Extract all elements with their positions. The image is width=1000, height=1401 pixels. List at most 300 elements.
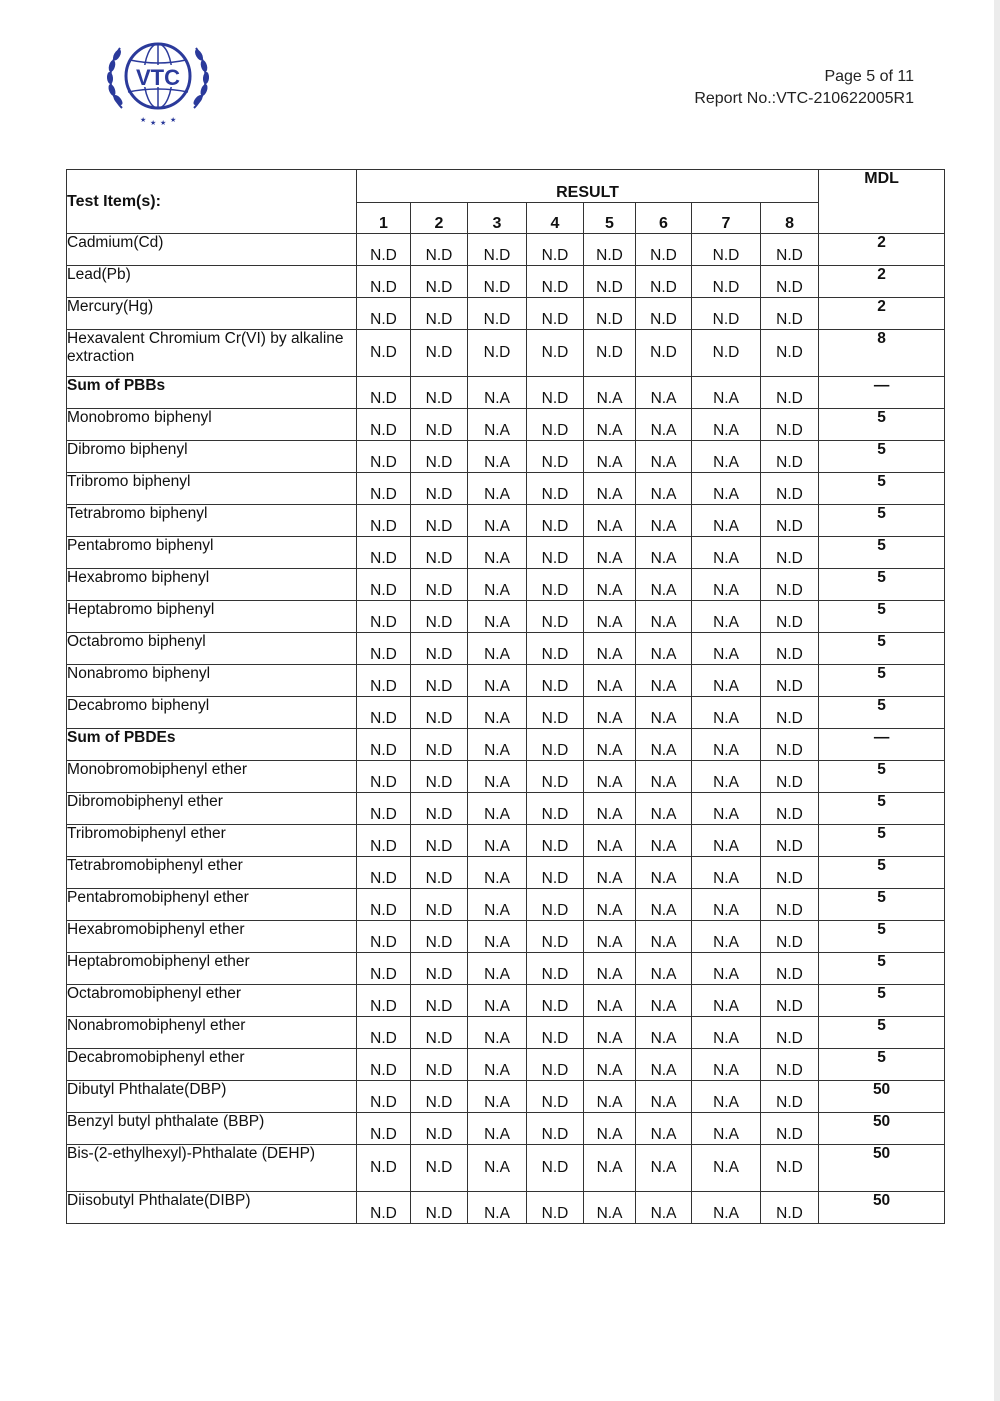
result-cell: N.A (584, 601, 636, 633)
result-cell: N.D (761, 1049, 819, 1081)
result-cell: N.D (761, 473, 819, 505)
mdl-cell: 8 (819, 330, 945, 377)
result-cell: N.D (357, 921, 411, 953)
result-cell: N.D (411, 298, 468, 330)
test-item-cell: Tetrabromo biphenyl (67, 505, 357, 537)
result-cell: N.D (761, 569, 819, 601)
result-cell: N.A (468, 409, 527, 441)
table-row (67, 409, 945, 441)
result-cell: N.A (584, 857, 636, 889)
result-cell: N.D (527, 505, 584, 537)
result-cell: N.D (761, 441, 819, 473)
result-cell: N.A (584, 505, 636, 537)
result-cell: N.A (636, 889, 692, 921)
result-cell: N.D (527, 857, 584, 889)
result-cell: N.D (357, 441, 411, 473)
result-cell: N.A (692, 985, 761, 1017)
result-cell: N.A (636, 921, 692, 953)
result-cell: N.A (636, 793, 692, 825)
result-cell: N.D (357, 1049, 411, 1081)
result-cell: N.D (527, 441, 584, 473)
test-item-cell: Monobromo biphenyl (67, 409, 357, 441)
result-cell: N.D (357, 729, 411, 761)
mdl-cell: 5 (819, 1017, 945, 1049)
result-cell: N.A (692, 761, 761, 793)
result-cell: N.A (468, 985, 527, 1017)
mdl-cell: 5 (819, 793, 945, 825)
result-cell: N.A (636, 761, 692, 793)
result-cell: N.D (761, 298, 819, 330)
result-cell: N.A (636, 601, 692, 633)
result-cell: N.A (636, 1113, 692, 1145)
result-cell: N.A (468, 377, 527, 409)
result-cell: N.A (468, 505, 527, 537)
result-cell: N.D (468, 298, 527, 330)
result-cell: N.A (636, 857, 692, 889)
result-cell: N.A (692, 665, 761, 697)
mdl-cell: 50 (819, 1081, 945, 1113)
table-row (67, 985, 945, 1017)
svg-text:★: ★ (160, 119, 167, 127)
result-cell: N.D (411, 857, 468, 889)
result-cell: N.D (357, 793, 411, 825)
result-cell: N.D (411, 729, 468, 761)
mdl-cell: 5 (819, 505, 945, 537)
result-cell: N.A (636, 665, 692, 697)
mdl-header: MDL (819, 170, 945, 234)
result-cell: N.D (357, 1192, 411, 1224)
result-cell: N.D (357, 1113, 411, 1145)
result-cell: N.D (411, 825, 468, 857)
result-cell: N.D (411, 697, 468, 729)
result-cell: N.D (411, 921, 468, 953)
result-cell: N.D (527, 985, 584, 1017)
result-cell: N.A (584, 441, 636, 473)
result-cell: N.A (584, 1081, 636, 1113)
result-cell: N.D (357, 665, 411, 697)
test-item-cell: Cadmium(Cd) (67, 234, 357, 266)
page-edge (994, 0, 1000, 1401)
result-cell: N.D (411, 601, 468, 633)
result-cell: N.D (761, 1192, 819, 1224)
result-cell: N.A (584, 985, 636, 1017)
table-row (67, 1017, 945, 1049)
result-cell: N.A (636, 377, 692, 409)
result-cell: N.A (692, 633, 761, 665)
result-cell: N.D (527, 377, 584, 409)
mdl-cell: 5 (819, 761, 945, 793)
result-cell: N.A (584, 537, 636, 569)
result-cell: N.D (761, 330, 819, 377)
result-cell: N.D (357, 330, 411, 377)
result-cell: N.A (636, 569, 692, 601)
result-cell: N.D (357, 857, 411, 889)
test-item-cell: Sum of PBDEs (67, 729, 357, 761)
result-cell: N.D (357, 1145, 411, 1192)
result-cell: N.A (468, 1113, 527, 1145)
test-item-cell: Decabromo biphenyl (67, 697, 357, 729)
test-item-cell: Mercury(Hg) (67, 298, 357, 330)
table-row (67, 665, 945, 697)
table-row (67, 601, 945, 633)
mdl-cell: 50 (819, 1192, 945, 1224)
result-cell: N.A (636, 473, 692, 505)
result-cell: N.D (692, 266, 761, 298)
result-cell: N.A (692, 441, 761, 473)
table-row (67, 377, 945, 409)
mdl-cell: 5 (819, 953, 945, 985)
test-item-cell: Bis-(2-ethylhexyl)-Phthalate (DEHP) (67, 1145, 357, 1192)
result-cell: N.D (761, 761, 819, 793)
result-cell: N.A (584, 1017, 636, 1049)
test-item-cell: Tribromo biphenyl (67, 473, 357, 505)
table-row (67, 889, 945, 921)
result-cell: N.D (761, 409, 819, 441)
table-body (67, 234, 945, 1224)
table-row (67, 234, 945, 266)
result-cell: N.D (527, 953, 584, 985)
result-cell: N.A (468, 793, 527, 825)
column-header-7: 7 (692, 203, 761, 234)
result-cell: N.D (761, 505, 819, 537)
result-cell: N.D (761, 825, 819, 857)
result-cell: N.D (411, 633, 468, 665)
result-cell: N.D (761, 1145, 819, 1192)
result-cell: N.D (527, 1081, 584, 1113)
table-row (67, 825, 945, 857)
result-cell: N.D (527, 1049, 584, 1081)
result-cell: N.A (468, 441, 527, 473)
result-cell: N.D (357, 633, 411, 665)
result-cell: N.D (411, 330, 468, 377)
report-number: Report No.:VTC-210622005R1 (694, 90, 914, 107)
column-header-3: 3 (468, 203, 527, 234)
result-cell: N.D (411, 985, 468, 1017)
result-cell: N.D (527, 921, 584, 953)
table-row (67, 298, 945, 330)
result-cell: N.D (357, 953, 411, 985)
result-cell: N.A (692, 953, 761, 985)
result-cell: N.A (636, 825, 692, 857)
mdl-cell: 5 (819, 569, 945, 601)
result-cell: N.D (411, 1192, 468, 1224)
result-cell: N.D (584, 298, 636, 330)
result-cell: N.A (692, 921, 761, 953)
test-item-cell: Dibutyl Phthalate(DBP) (67, 1081, 357, 1113)
mdl-cell: — (819, 377, 945, 409)
table-row (67, 697, 945, 729)
column-header-6: 6 (636, 203, 692, 234)
result-cell: N.A (468, 569, 527, 601)
table-row (67, 857, 945, 889)
logo-text: VTC (136, 65, 180, 90)
result-cell: N.D (411, 761, 468, 793)
result-cell: N.A (468, 697, 527, 729)
test-item-cell: Pentabromo biphenyl (67, 537, 357, 569)
result-cell: N.A (468, 1081, 527, 1113)
result-cell: N.D (761, 1113, 819, 1145)
result-cell: N.A (636, 409, 692, 441)
column-header-1: 1 (357, 203, 411, 234)
result-cell: N.D (527, 665, 584, 697)
result-cell: N.D (761, 857, 819, 889)
result-cell: N.D (411, 234, 468, 266)
result-cell: N.A (636, 953, 692, 985)
svg-text:★: ★ (170, 116, 177, 124)
result-cell: N.D (527, 330, 584, 377)
result-cell: N.A (584, 409, 636, 441)
result-cell: N.D (636, 266, 692, 298)
page-number: Page 5 of 11 (824, 68, 914, 85)
result-cell: N.A (692, 537, 761, 569)
result-cell: N.A (692, 1081, 761, 1113)
result-cell: N.D (636, 298, 692, 330)
result-cell: N.D (527, 1017, 584, 1049)
svg-text:★: ★ (150, 119, 157, 127)
result-cell: N.A (584, 473, 636, 505)
result-cell: N.D (761, 537, 819, 569)
result-cell: N.D (411, 409, 468, 441)
result-cell: N.D (411, 441, 468, 473)
result-cell: N.D (357, 298, 411, 330)
result-cell: N.A (468, 825, 527, 857)
test-item-cell: Tribromobiphenyl ether (67, 825, 357, 857)
result-cell: N.A (636, 1192, 692, 1224)
result-cell: N.A (468, 889, 527, 921)
result-cell: N.A (468, 633, 527, 665)
result-cell: N.D (761, 266, 819, 298)
table-row (67, 473, 945, 505)
result-cell: N.A (692, 1192, 761, 1224)
result-cell: N.D (411, 953, 468, 985)
result-cell: N.D (584, 266, 636, 298)
result-cell: N.D (527, 825, 584, 857)
result-cell: N.D (527, 298, 584, 330)
result-cell: N.A (584, 1049, 636, 1081)
result-cell: N.D (357, 505, 411, 537)
result-cell: N.D (411, 266, 468, 298)
table-row (67, 569, 945, 601)
mdl-cell: 5 (819, 889, 945, 921)
result-cell: N.D (411, 1081, 468, 1113)
result-cell: N.D (468, 234, 527, 266)
svg-text:★: ★ (140, 116, 147, 124)
result-cell: N.A (584, 1192, 636, 1224)
result-cell: N.A (584, 377, 636, 409)
result-cell: N.A (468, 1192, 527, 1224)
result-cell: N.D (411, 1145, 468, 1192)
results-table (66, 169, 945, 1224)
result-cell: N.D (357, 537, 411, 569)
column-header-2: 2 (411, 203, 468, 234)
result-cell: N.A (468, 1017, 527, 1049)
result-cell: N.A (468, 857, 527, 889)
result-cell: N.D (761, 633, 819, 665)
result-cell: N.D (761, 665, 819, 697)
result-cell: N.A (584, 921, 636, 953)
mdl-cell: 2 (819, 234, 945, 266)
table-row (67, 793, 945, 825)
result-cell: N.A (692, 1145, 761, 1192)
result-cell: N.A (692, 1049, 761, 1081)
result-cell: N.A (584, 1113, 636, 1145)
result-cell: N.A (584, 729, 636, 761)
test-item-cell: Octabromobiphenyl ether (67, 985, 357, 1017)
result-cell: N.D (411, 793, 468, 825)
result-cell: N.D (468, 330, 527, 377)
result-cell: N.A (692, 505, 761, 537)
test-item-cell: Tetrabromobiphenyl ether (67, 857, 357, 889)
result-cell: N.D (357, 377, 411, 409)
result-cell: N.A (468, 953, 527, 985)
result-cell: N.D (761, 601, 819, 633)
result-cell: N.A (468, 665, 527, 697)
result-cell: N.D (357, 569, 411, 601)
mdl-cell: 2 (819, 266, 945, 298)
table-row (67, 537, 945, 569)
table-row (67, 266, 945, 298)
table-row (67, 1113, 945, 1145)
result-cell: N.A (692, 377, 761, 409)
result-cell: N.D (527, 1113, 584, 1145)
result-cell: N.D (411, 473, 468, 505)
result-cell: N.D (527, 697, 584, 729)
result-cell: N.A (584, 953, 636, 985)
result-cell: N.D (761, 729, 819, 761)
result-cell: N.D (527, 793, 584, 825)
result-cell: N.D (411, 1017, 468, 1049)
mdl-cell: 5 (819, 633, 945, 665)
test-item-cell: Dibromo biphenyl (67, 441, 357, 473)
result-cell: N.D (692, 330, 761, 377)
result-cell: N.D (761, 889, 819, 921)
mdl-cell: 5 (819, 921, 945, 953)
result-cell: N.A (468, 1145, 527, 1192)
result-cell: N.D (411, 505, 468, 537)
result-cell: N.D (357, 697, 411, 729)
table-row (67, 505, 945, 537)
mdl-cell: 50 (819, 1113, 945, 1145)
result-cell: N.D (761, 985, 819, 1017)
mdl-cell: 5 (819, 665, 945, 697)
table-row (67, 921, 945, 953)
test-item-cell: Hexabromo biphenyl (67, 569, 357, 601)
result-cell: N.A (692, 697, 761, 729)
result-cell: N.D (527, 473, 584, 505)
result-cell: N.D (411, 889, 468, 921)
result-cell: N.D (761, 793, 819, 825)
result-cell: N.D (468, 266, 527, 298)
test-item-cell: Sum of PBBs (67, 377, 357, 409)
result-header: RESULT (357, 170, 819, 203)
table-row (67, 1192, 945, 1224)
test-item-cell: Hexabromobiphenyl ether (67, 921, 357, 953)
table-row (67, 761, 945, 793)
table-row (67, 1145, 945, 1192)
test-item-cell: Pentabromobiphenyl ether (67, 889, 357, 921)
table-row (67, 953, 945, 985)
mdl-cell: 5 (819, 857, 945, 889)
result-cell: N.A (692, 729, 761, 761)
result-cell: N.A (636, 697, 692, 729)
vtc-logo (100, 30, 216, 130)
result-cell: N.D (527, 266, 584, 298)
test-item-cell: Benzyl butyl phthalate (BBP) (67, 1113, 357, 1145)
mdl-cell: 2 (819, 298, 945, 330)
result-cell: N.D (357, 234, 411, 266)
table-row (67, 330, 945, 377)
result-cell: N.D (527, 729, 584, 761)
result-cell: N.D (692, 298, 761, 330)
result-cell: N.D (584, 330, 636, 377)
result-cell: N.A (584, 633, 636, 665)
result-cell: N.D (357, 889, 411, 921)
test-item-cell: Hexavalent Chromium Cr(VI) by alkaline extraction (67, 330, 357, 377)
result-cell: N.A (692, 569, 761, 601)
result-cell: N.D (761, 697, 819, 729)
result-cell: N.D (761, 1017, 819, 1049)
result-cell: N.D (527, 537, 584, 569)
result-cell: N.A (636, 1017, 692, 1049)
result-cell: N.D (527, 1192, 584, 1224)
table-row (67, 633, 945, 665)
result-cell: N.D (692, 234, 761, 266)
result-cell: N.A (636, 505, 692, 537)
result-cell: N.A (468, 473, 527, 505)
result-cell: N.A (692, 1113, 761, 1145)
result-cell: N.A (636, 537, 692, 569)
test-item-header: Test Item(s): (67, 170, 357, 234)
column-header-8: 8 (761, 203, 819, 234)
result-cell: N.A (692, 825, 761, 857)
result-cell: N.A (636, 729, 692, 761)
header-info (694, 66, 914, 110)
result-cell: N.D (636, 330, 692, 377)
result-cell: N.A (468, 921, 527, 953)
result-cell: N.D (411, 1113, 468, 1145)
result-cell: N.D (411, 569, 468, 601)
mdl-cell: 5 (819, 1049, 945, 1081)
result-cell: N.A (636, 441, 692, 473)
result-cell: N.A (692, 601, 761, 633)
mdl-cell: 5 (819, 601, 945, 633)
result-cell: N.A (584, 889, 636, 921)
result-cell: N.A (692, 409, 761, 441)
result-cell: N.D (761, 1081, 819, 1113)
result-cell: N.A (692, 793, 761, 825)
result-cell: N.A (584, 761, 636, 793)
table-row (67, 1049, 945, 1081)
mdl-cell: — (819, 729, 945, 761)
result-cell: N.D (357, 825, 411, 857)
result-cell: N.D (357, 409, 411, 441)
result-cell: N.A (692, 473, 761, 505)
result-cell: N.D (357, 1017, 411, 1049)
result-cell: N.D (584, 234, 636, 266)
result-cell: N.D (761, 921, 819, 953)
result-cell: N.A (636, 985, 692, 1017)
result-cell: N.D (527, 409, 584, 441)
result-cell: N.D (357, 985, 411, 1017)
mdl-cell: 5 (819, 409, 945, 441)
result-cell: N.D (527, 889, 584, 921)
result-cell: N.D (761, 953, 819, 985)
result-cell: N.D (527, 601, 584, 633)
result-cell: N.D (636, 234, 692, 266)
result-cell: N.A (692, 857, 761, 889)
result-cell: N.D (411, 377, 468, 409)
result-cell: N.D (411, 665, 468, 697)
